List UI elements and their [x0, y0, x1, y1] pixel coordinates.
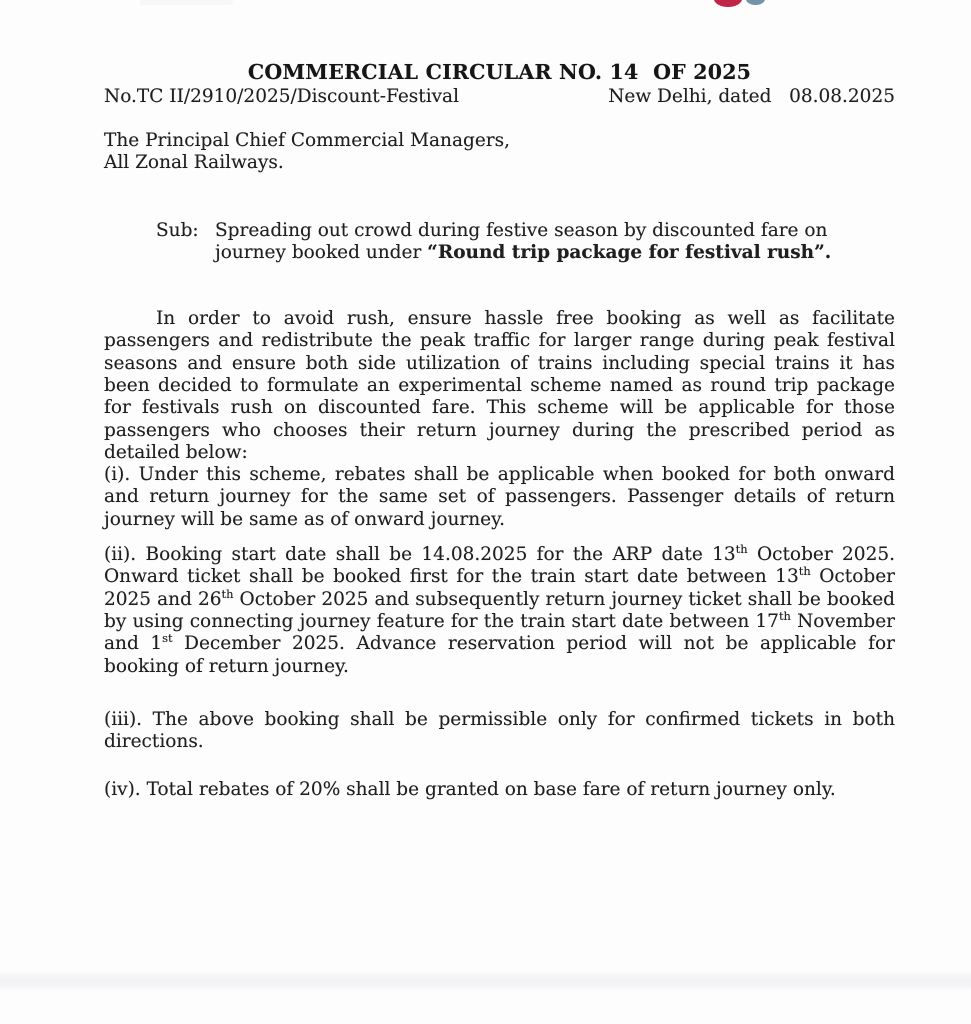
scan-artifact-bottom-strip [0, 971, 971, 991]
addressee-line-1: The Principal Chief Commercial Managers, [104, 130, 511, 151]
reference-line [104, 86, 895, 108]
intro-paragraph: In order to avoid rush, ensure hassle free booking as well as facilitate passengers and redistribute the peak traffic for larger range during peak festival seasons and ensure both side utilization of trains including special trains it has been decided to formulate an experimental scheme named as round trip package for festivals rush on discounted fare. This scheme will be applicable for those passengers who chooses their return journey during the prescribed period as detailed below: [104, 308, 895, 463]
subject-label: Sub: [156, 220, 199, 241]
subject-text: Spreading out crowd during festive season by discounted fare on journey booked under “Round trip package for festival rush”. [215, 220, 832, 264]
place-and-date: New Delhi, dated 08.08.2025 [608, 86, 895, 107]
clause-i-paragraph: (i). Under this scheme, rebates shall be applicable when booked for both onward and return journey for the same set of passengers. Passenger details of return journey will be same as of onward journey. [104, 464, 895, 530]
scan-artifact-top-strip [140, 0, 233, 5]
truncated-blue-logo-icon [746, 0, 765, 5]
addressee-block [104, 130, 895, 175]
document-title: COMMERCIAL CIRCULAR NO. 14 OF 2025 [247, 59, 752, 84]
subject-block [156, 220, 895, 265]
truncated-red-logo-icon [714, 0, 742, 7]
clause-ii-paragraph: (ii). Booking start date shall be 14.08.2025 for the ARP date 13th October 2025. Onward ticket shall be booked first for the train start date between 13th October 2025 and 26th October 2025 and subsequently return journey ticket shall be booked by using connecting journey feature for the train start date between 17th November and 1st December 2025. Advance reservation period will not be applicable for booking of return journey. [104, 541, 895, 677]
addressee-line-2: All Zonal Railways. [104, 152, 284, 174]
reference-number: No.TC II/2910/2025/Discount-Festival [104, 86, 460, 107]
clause-iii-paragraph: (iii). The above booking shall be permissible only for confirmed tickets in both directions. [104, 709, 895, 753]
clause-iv-paragraph: (iv). Total rebates of 20% shall be granted on base fare of return journey only. [104, 779, 836, 800]
